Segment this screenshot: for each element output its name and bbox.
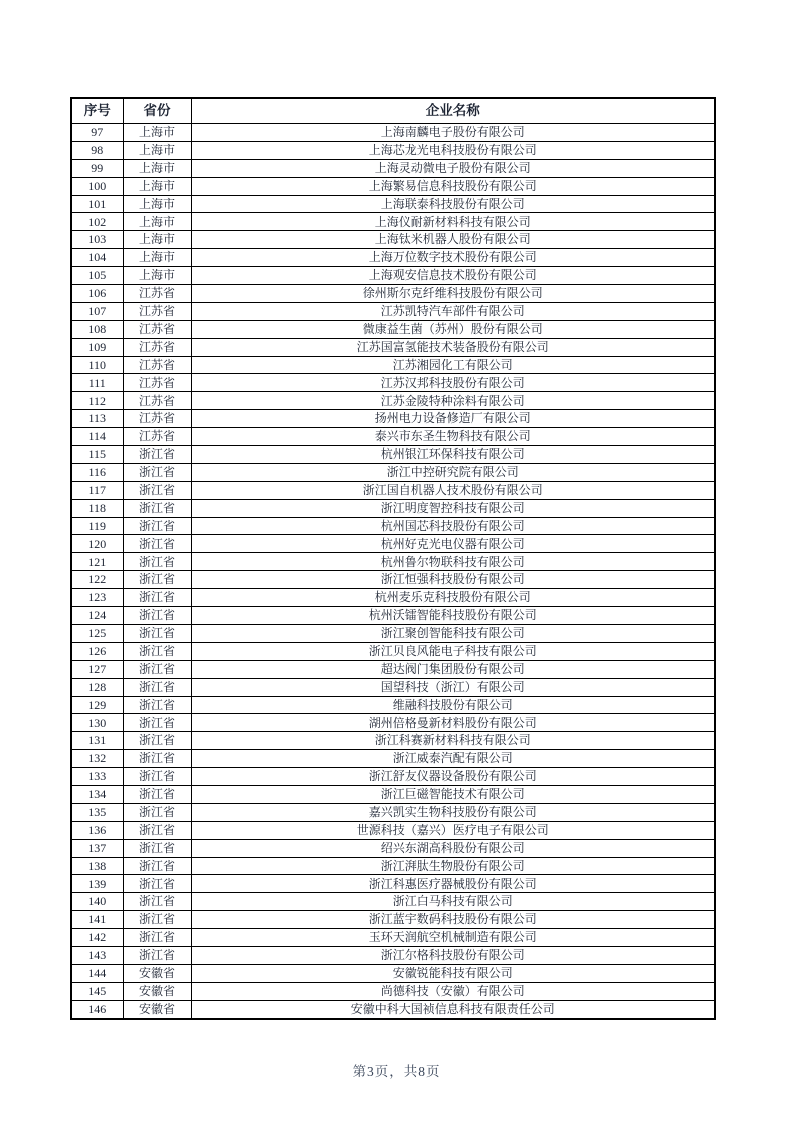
cell-company: 浙江明度智控科技有限公司: [191, 499, 715, 517]
cell-province: 浙江省: [123, 732, 191, 750]
cell-no: 108: [71, 320, 123, 338]
cell-company: 浙江科赛新材料科技有限公司: [191, 732, 715, 750]
cell-province: 浙江省: [123, 571, 191, 589]
cell-no: 110: [71, 356, 123, 374]
table-row: [71, 803, 715, 821]
table-row: [71, 249, 715, 267]
table-row: [71, 893, 715, 911]
table-row: [71, 839, 715, 857]
header-no: 序号: [71, 98, 123, 124]
cell-company: 国望科技（浙江）有限公司: [191, 678, 715, 696]
cell-no: 120: [71, 535, 123, 553]
cell-province: 江苏省: [123, 338, 191, 356]
table-row: [71, 374, 715, 392]
table-row: [71, 481, 715, 499]
cell-company: 上海灵动微电子股份有限公司: [191, 159, 715, 177]
cell-company: 安徽中科大国祯信息科技有限责任公司: [191, 1000, 715, 1018]
cell-company: 浙江白马科技有限公司: [191, 893, 715, 911]
cell-company: 杭州银江环保科技有限公司: [191, 446, 715, 464]
table-row: [71, 1000, 715, 1018]
table-row: [71, 768, 715, 786]
table-row: [71, 875, 715, 893]
cell-province: 浙江省: [123, 624, 191, 642]
table-row: [71, 267, 715, 285]
cell-province: 浙江省: [123, 517, 191, 535]
cell-no: 119: [71, 517, 123, 535]
table-row: [71, 338, 715, 356]
cell-company: 上海芯龙光电科技股份有限公司: [191, 141, 715, 159]
cell-no: 136: [71, 821, 123, 839]
cell-no: 113: [71, 410, 123, 428]
cell-no: 145: [71, 982, 123, 1000]
cell-company: 杭州鲁尔物联科技有限公司: [191, 553, 715, 571]
cell-province: 浙江省: [123, 875, 191, 893]
cell-company: 浙江国自机器人技术股份有限公司: [191, 481, 715, 499]
cell-province: 江苏省: [123, 302, 191, 320]
cell-province: 浙江省: [123, 929, 191, 947]
table-row: [71, 821, 715, 839]
cell-no: 109: [71, 338, 123, 356]
cell-company: 杭州好克光电仪器有限公司: [191, 535, 715, 553]
cell-company: 浙江蓝宇数码科技股份有限公司: [191, 911, 715, 929]
cell-no: 117: [71, 481, 123, 499]
table-row: [71, 589, 715, 607]
cell-province: 浙江省: [123, 607, 191, 625]
cell-no: 146: [71, 1000, 123, 1018]
cell-no: 131: [71, 732, 123, 750]
cell-no: 99: [71, 159, 123, 177]
cell-province: 江苏省: [123, 392, 191, 410]
cell-province: 浙江省: [123, 946, 191, 964]
cell-province: 安徽省: [123, 1000, 191, 1018]
cell-company: 湖州倍格曼新材料股份有限公司: [191, 714, 715, 732]
cell-province: 浙江省: [123, 785, 191, 803]
cell-no: 123: [71, 589, 123, 607]
table-row: [71, 195, 715, 213]
cell-no: 142: [71, 929, 123, 947]
cell-province: 上海市: [123, 249, 191, 267]
cell-province: 上海市: [123, 141, 191, 159]
cell-province: 浙江省: [123, 589, 191, 607]
table-row: [71, 463, 715, 481]
cell-company: 江苏凯特汽车部件有限公司: [191, 302, 715, 320]
table-row: [71, 159, 715, 177]
cell-no: 130: [71, 714, 123, 732]
cell-no: 134: [71, 785, 123, 803]
cell-no: 132: [71, 750, 123, 768]
cell-no: 124: [71, 607, 123, 625]
table-row: [71, 320, 715, 338]
cell-province: 浙江省: [123, 499, 191, 517]
cell-company: 上海仪耐新材料科技有限公司: [191, 213, 715, 231]
cell-no: 140: [71, 893, 123, 911]
cell-province: 浙江省: [123, 911, 191, 929]
cell-province: 江苏省: [123, 356, 191, 374]
cell-company: 杭州麦乐克科技股份有限公司: [191, 589, 715, 607]
cell-province: 浙江省: [123, 893, 191, 911]
cell-no: 127: [71, 660, 123, 678]
cell-province: 浙江省: [123, 696, 191, 714]
cell-company: 浙江科惠医疗器械股份有限公司: [191, 875, 715, 893]
table-row: [71, 231, 715, 249]
cell-company: 玉环天润航空机械制造有限公司: [191, 929, 715, 947]
cell-company: 绍兴东湖高科股份有限公司: [191, 839, 715, 857]
cell-company: 浙江中控研究院有限公司: [191, 463, 715, 481]
cell-no: 135: [71, 803, 123, 821]
table-row: [71, 732, 715, 750]
cell-no: 101: [71, 195, 123, 213]
cell-company: 世源科技（嘉兴）医疗电子有限公司: [191, 821, 715, 839]
cell-province: 浙江省: [123, 535, 191, 553]
cell-province: 浙江省: [123, 678, 191, 696]
cell-province: 安徽省: [123, 982, 191, 1000]
cell-no: 138: [71, 857, 123, 875]
table-row: [71, 624, 715, 642]
cell-province: 上海市: [123, 195, 191, 213]
cell-company: 上海繁易信息科技股份有限公司: [191, 177, 715, 195]
cell-company: 上海观安信息技术股份有限公司: [191, 267, 715, 285]
cell-no: 144: [71, 964, 123, 982]
table-row: [71, 285, 715, 303]
header-row: [71, 98, 715, 124]
cell-province: 浙江省: [123, 463, 191, 481]
cell-company: 浙江贝良风能电子科技有限公司: [191, 642, 715, 660]
cell-province: 浙江省: [123, 481, 191, 499]
table-row: [71, 911, 715, 929]
cell-company: 上海南麟电子股份有限公司: [191, 124, 715, 142]
cell-province: 浙江省: [123, 821, 191, 839]
cell-company: 安徽锐能科技有限公司: [191, 964, 715, 982]
cell-company: 维融科技股份有限公司: [191, 696, 715, 714]
cell-company: 嘉兴凯实生物科技股份有限公司: [191, 803, 715, 821]
cell-province: 浙江省: [123, 768, 191, 786]
cell-no: 116: [71, 463, 123, 481]
table-row: [71, 642, 715, 660]
cell-province: 上海市: [123, 267, 191, 285]
cell-company: 浙江舒友仪器设备股份有限公司: [191, 768, 715, 786]
cell-company: 扬州电力设备修造厂有限公司: [191, 410, 715, 428]
company-table: [70, 97, 716, 1020]
table-row: [71, 553, 715, 571]
cell-company: 超达阀门集团股份有限公司: [191, 660, 715, 678]
table-row: [71, 392, 715, 410]
table-row: [71, 678, 715, 696]
cell-province: 浙江省: [123, 803, 191, 821]
page-footer: 第3页，共8页: [352, 1064, 441, 1079]
cell-no: 111: [71, 374, 123, 392]
table-row: [71, 517, 715, 535]
table-row: [71, 857, 715, 875]
table-row: [71, 124, 715, 142]
cell-no: 139: [71, 875, 123, 893]
cell-province: 浙江省: [123, 839, 191, 857]
table-row: [71, 964, 715, 982]
cell-no: 143: [71, 946, 123, 964]
table-row: [71, 982, 715, 1000]
cell-company: 杭州国芯科技股份有限公司: [191, 517, 715, 535]
cell-no: 114: [71, 428, 123, 446]
table-row: [71, 696, 715, 714]
table-row: [71, 141, 715, 159]
cell-no: 122: [71, 571, 123, 589]
cell-no: 97: [71, 124, 123, 142]
cell-province: 安徽省: [123, 964, 191, 982]
cell-no: 137: [71, 839, 123, 857]
cell-no: 125: [71, 624, 123, 642]
cell-company: 江苏湘园化工有限公司: [191, 356, 715, 374]
table-row: [71, 929, 715, 947]
cell-province: 浙江省: [123, 660, 191, 678]
cell-province: 上海市: [123, 231, 191, 249]
cell-province: 江苏省: [123, 374, 191, 392]
cell-company: 浙江恒强科技股份有限公司: [191, 571, 715, 589]
cell-province: 浙江省: [123, 642, 191, 660]
cell-no: 118: [71, 499, 123, 517]
cell-company: 徐州斯尔克纤维科技股份有限公司: [191, 285, 715, 303]
cell-company: 浙江聚创智能科技有限公司: [191, 624, 715, 642]
table-row: [71, 428, 715, 446]
cell-province: 浙江省: [123, 714, 191, 732]
cell-no: 121: [71, 553, 123, 571]
table-row: [71, 302, 715, 320]
cell-province: 江苏省: [123, 320, 191, 338]
cell-company: 江苏金陵特种涂料有限公司: [191, 392, 715, 410]
cell-company: 泰兴市东圣生物科技有限公司: [191, 428, 715, 446]
cell-province: 浙江省: [123, 553, 191, 571]
cell-no: 128: [71, 678, 123, 696]
cell-no: 107: [71, 302, 123, 320]
cell-company: 上海联泰科技股份有限公司: [191, 195, 715, 213]
table-row: [71, 607, 715, 625]
cell-no: 141: [71, 911, 123, 929]
cell-no: 129: [71, 696, 123, 714]
table-row: [71, 356, 715, 374]
cell-province: 上海市: [123, 213, 191, 231]
cell-company: 微康益生菌（苏州）股份有限公司: [191, 320, 715, 338]
cell-company: 杭州沃镭智能科技股份有限公司: [191, 607, 715, 625]
cell-no: 106: [71, 285, 123, 303]
cell-province: 浙江省: [123, 857, 191, 875]
cell-no: 100: [71, 177, 123, 195]
cell-no: 102: [71, 213, 123, 231]
table-row: [71, 571, 715, 589]
cell-company: 尚德科技（安徽）有限公司: [191, 982, 715, 1000]
cell-no: 112: [71, 392, 123, 410]
cell-company: 上海万位数字技术股份有限公司: [191, 249, 715, 267]
cell-province: 浙江省: [123, 446, 191, 464]
cell-company: 浙江尔格科技股份有限公司: [191, 946, 715, 964]
cell-no: 133: [71, 768, 123, 786]
cell-no: 126: [71, 642, 123, 660]
table-row: [71, 177, 715, 195]
cell-no: 105: [71, 267, 123, 285]
cell-no: 115: [71, 446, 123, 464]
table-row: [71, 946, 715, 964]
table-row: [71, 446, 715, 464]
table-row: [71, 714, 715, 732]
cell-province: 江苏省: [123, 285, 191, 303]
table-row: [71, 499, 715, 517]
cell-no: 103: [71, 231, 123, 249]
cell-province: 上海市: [123, 159, 191, 177]
cell-province: 江苏省: [123, 410, 191, 428]
cell-province: 上海市: [123, 124, 191, 142]
cell-company: 上海钛米机器人股份有限公司: [191, 231, 715, 249]
table-row: [71, 535, 715, 553]
cell-company: 浙江湃肽生物股份有限公司: [191, 857, 715, 875]
cell-province: 江苏省: [123, 428, 191, 446]
cell-company: 江苏国富氢能技术装备股份有限公司: [191, 338, 715, 356]
table-row: [71, 410, 715, 428]
table-row: [71, 213, 715, 231]
cell-company: 浙江威泰汽配有限公司: [191, 750, 715, 768]
header-province: 省份: [123, 98, 191, 124]
table-row: [71, 750, 715, 768]
cell-company: 江苏汉邦科技股份有限公司: [191, 374, 715, 392]
header-company: 企业名称: [191, 98, 715, 124]
cell-province: 上海市: [123, 177, 191, 195]
table-row: [71, 785, 715, 803]
cell-province: 浙江省: [123, 750, 191, 768]
table-row: [71, 660, 715, 678]
cell-company: 浙江巨磁智能技术有限公司: [191, 785, 715, 803]
cell-no: 104: [71, 249, 123, 267]
cell-no: 98: [71, 141, 123, 159]
